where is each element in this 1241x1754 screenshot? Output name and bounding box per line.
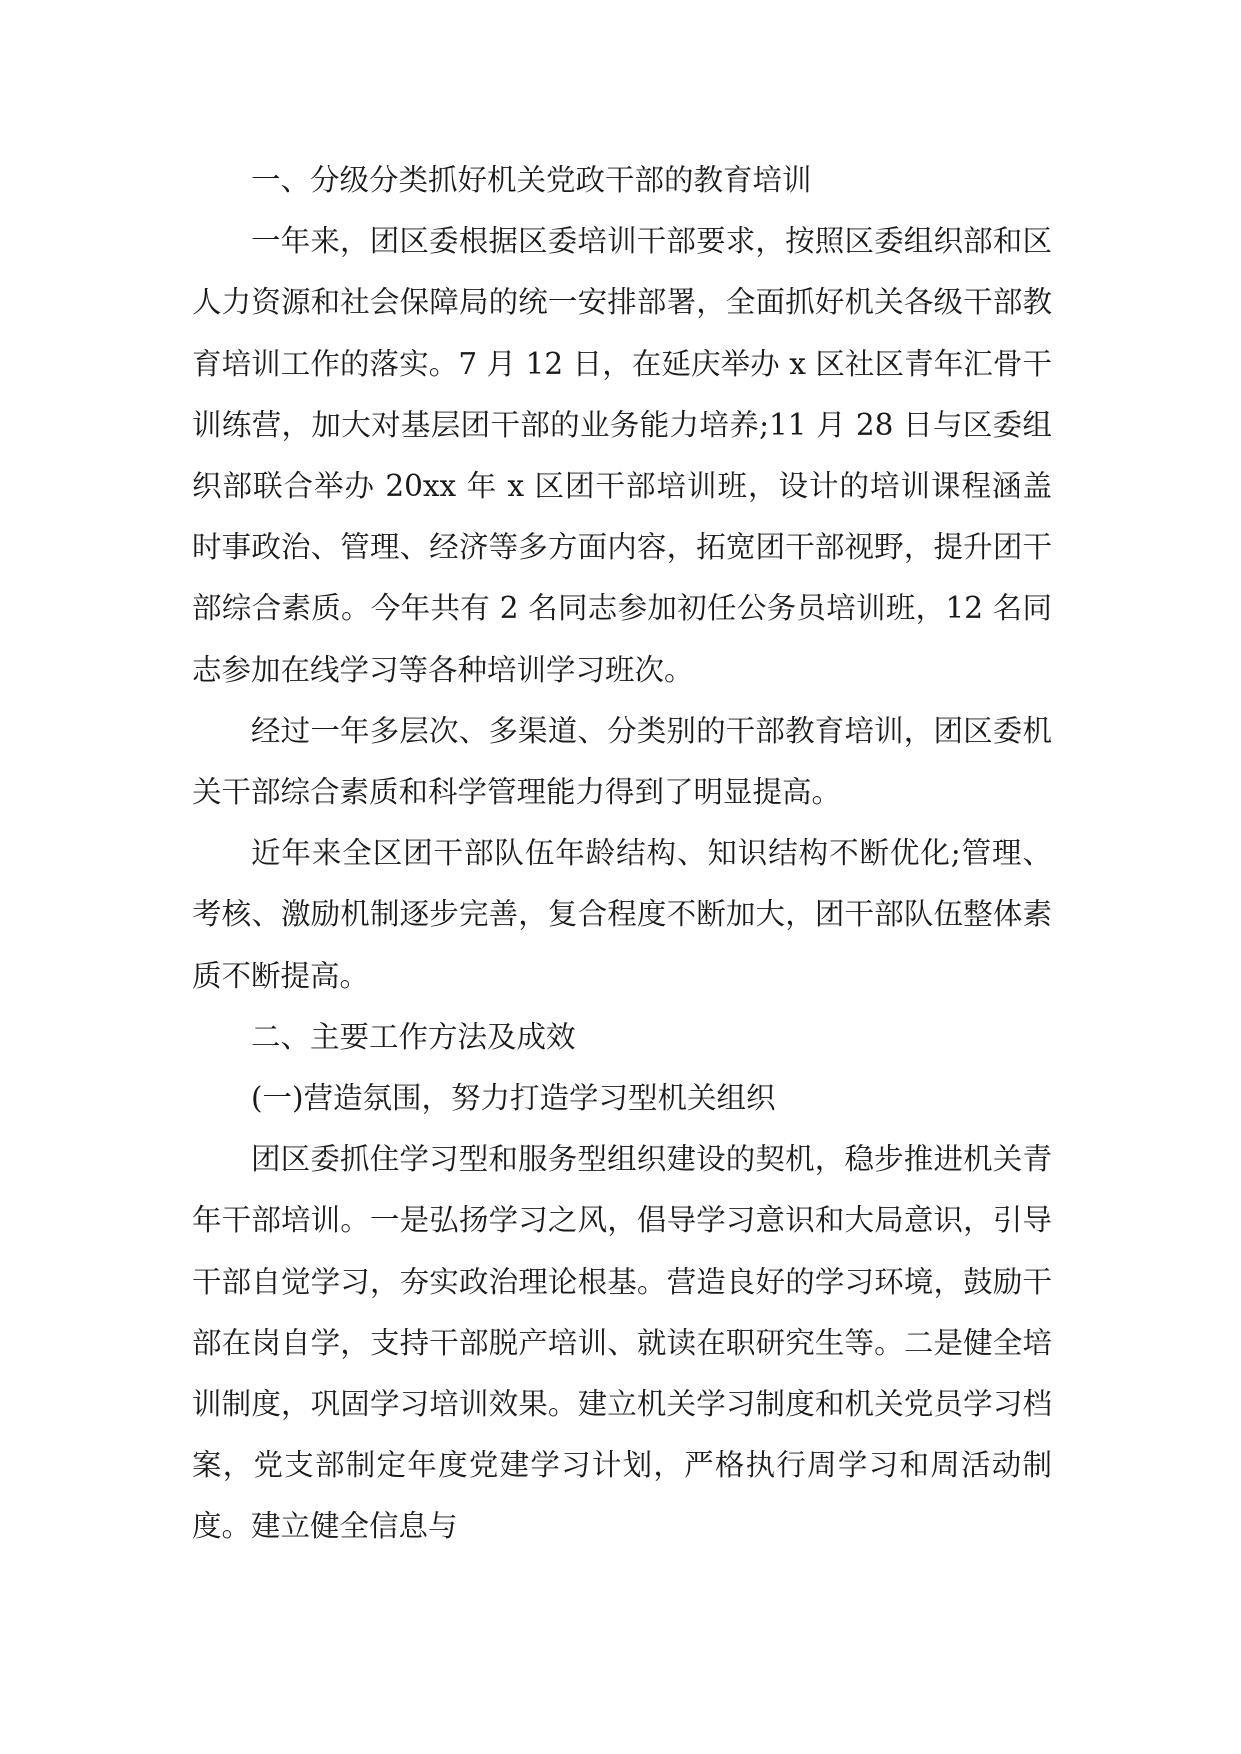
section-heading-2: 二、主要工作方法及成效 [251,1019,576,1054]
section-heading-1: 一、分级分类抓好机关党政干部的教育培训 [251,163,812,197]
paragraph-training-overview: 一年来，团区委根据区委培训干部要求，按照区委组织部和区人力资源和社会保障局的统一安排部署，全面抓好机关各级干部教育培训工作的落实。7 月 12 日，在延庆举办 x 区社区青年汇骨干训练营，加大对基层团干部的业务能力培养;11 月 28 日与区委组织部联合举办 20xx 年 x 区团干部培训班，设计的培训课程涵盖时事政治、管理、经济等多方面内容，拓宽团干部视野，提升团干部综合素质。今年共有 2 名同志参加初任公务员培训班，12 名同志参加在线学习等各种培训学习班次。 [192,224,1052,687]
document-body [192,150,1052,1558]
paragraph-team-structure: 近年来全区团干部队伍年龄结构、知识结构不断优化;管理、考核、激励机制逐步完善，复合程度不断加大，团干部队伍整体素质不断提高。 [192,836,1052,993]
paragraph-learning-organization: 团区委抓住学习型和服务型组织建设的契机，稳步推进机关青年干部培训。一是弘扬学习之风，倡导学习意识和大局意识，引导干部自觉学习，夯实政治理论根基。营造良好的学习环境，鼓励干部在岗自学，支持干部脱产培训、就读在职研究生等。二是健全培训制度，巩固学习培训效果。建立机关学习制度和机关党员学习档案，党支部制定年度党建学习计划，严格执行周学习和周活动制度。建立健全信息与 [192,1142,1052,1544]
subsection-heading-1: (一)营造氛围，努力打造学习型机关组织 [251,1081,776,1116]
paragraph-training-result: 经过一年多层次、多渠道、分类别的干部教育培训，团区委机关干部综合素质和科学管理能力得到了明显提高。 [192,713,1052,810]
